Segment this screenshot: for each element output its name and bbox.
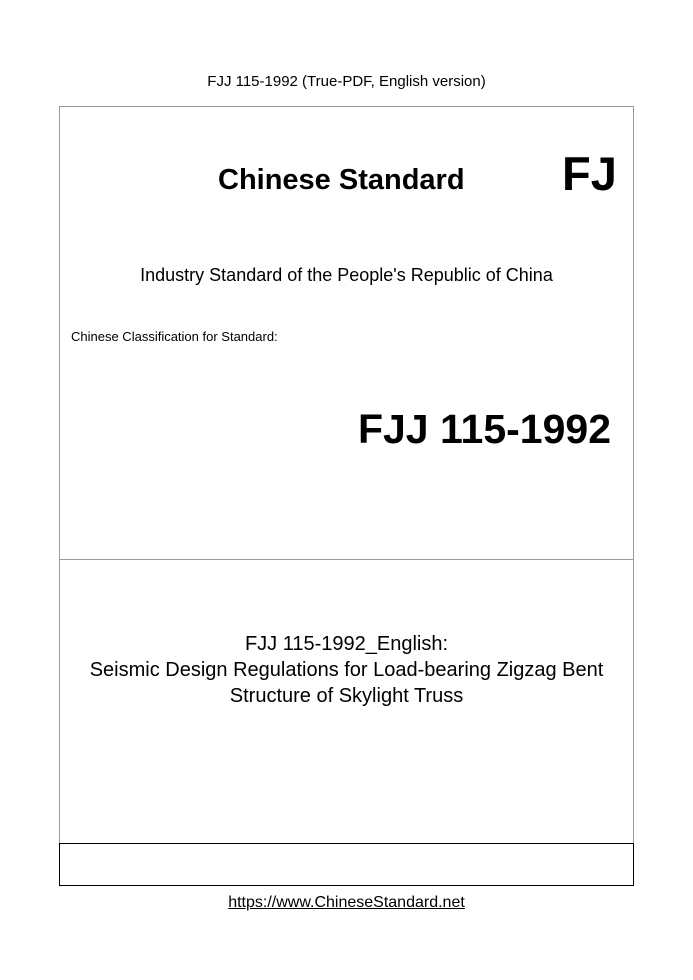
document-title-line-1: FJJ 115-1992_English:	[244, 633, 449, 655]
footer-link-container	[0, 893, 693, 913]
document-title-line-2: Seismic Design Regulations for Load-bearing Zigzag Bent	[89, 659, 604, 681]
classification-label: Chinese Classification for Standard:	[71, 329, 278, 344]
document-title-line-3: Structure of Skylight Truss	[229, 685, 464, 707]
document-title	[59, 631, 634, 709]
footer-frame	[59, 843, 634, 886]
standard-code: FJ	[562, 147, 617, 200]
header-note: FJJ 115-1992 (True-PDF, English version)	[207, 73, 486, 90]
standard-name: Chinese Standard	[218, 164, 465, 196]
website-link[interactable]: https://www.ChineseStandard.net	[228, 894, 465, 911]
industry-line: Industry Standard of the People's Republic of China	[140, 265, 553, 285]
document-number: FJJ 115-1992	[357, 406, 611, 452]
